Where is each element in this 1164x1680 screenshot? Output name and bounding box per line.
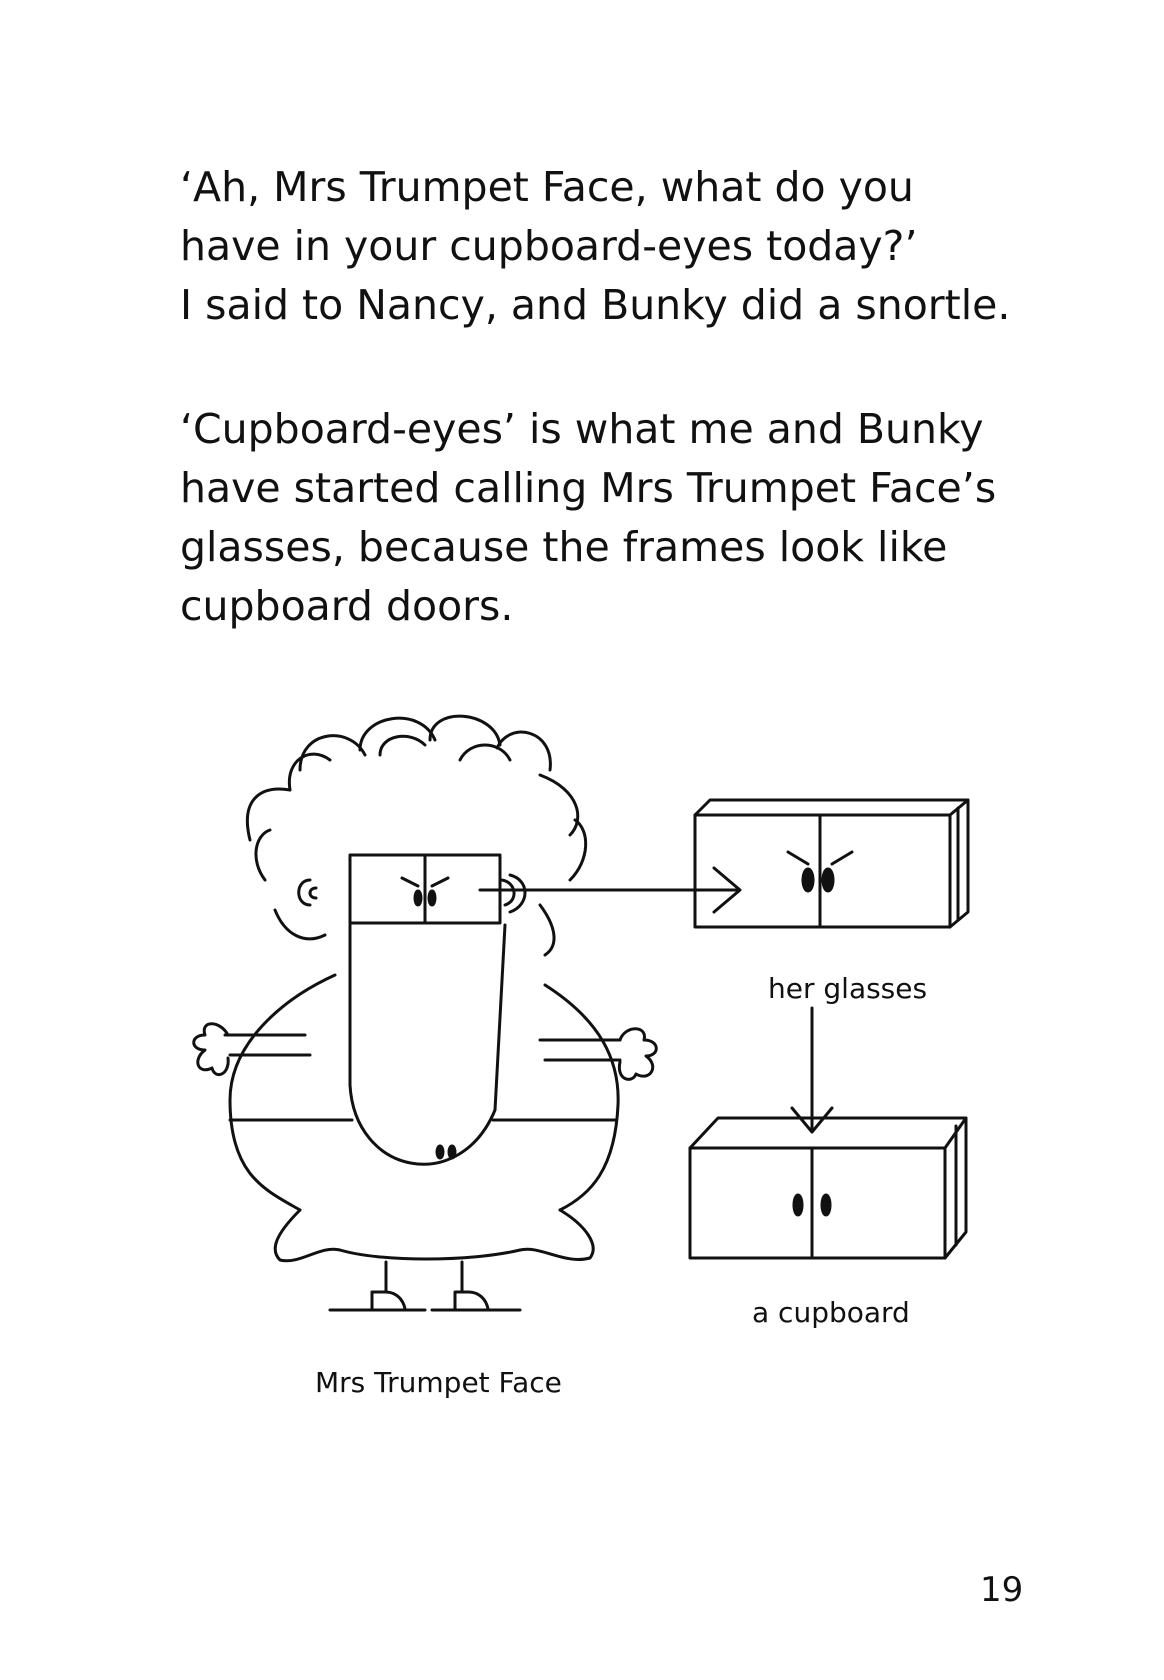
cupboard-drawing <box>690 1118 966 1258</box>
text-line: have started calling Mrs Trumpet Face’s <box>180 464 997 512</box>
text-line: ‘Cupboard-eyes’ is what me and Bunky <box>180 405 984 453</box>
text-line: ‘Ah, Mrs Trumpet Face, what do you <box>180 163 914 211</box>
glasses-closeup-drawing <box>695 800 968 927</box>
glasses-caption: her glasses <box>768 972 928 1005</box>
text-line: I said to Nancy, and Bunky did a snortle. <box>180 281 1011 329</box>
arrow-down-icon <box>792 1008 832 1132</box>
character-caption: Mrs Trumpet Face <box>315 1366 562 1399</box>
text-line: glasses, because the frames look like <box>180 523 948 571</box>
mrs-trumpet-face-drawing <box>194 716 657 1310</box>
text-line: cupboard doors. <box>180 582 514 630</box>
text-line: have in your cupboard-eyes today?’ <box>180 222 918 270</box>
page-number: 19 <box>980 1570 1024 1610</box>
cupboard-caption: a cupboard <box>752 1296 910 1329</box>
